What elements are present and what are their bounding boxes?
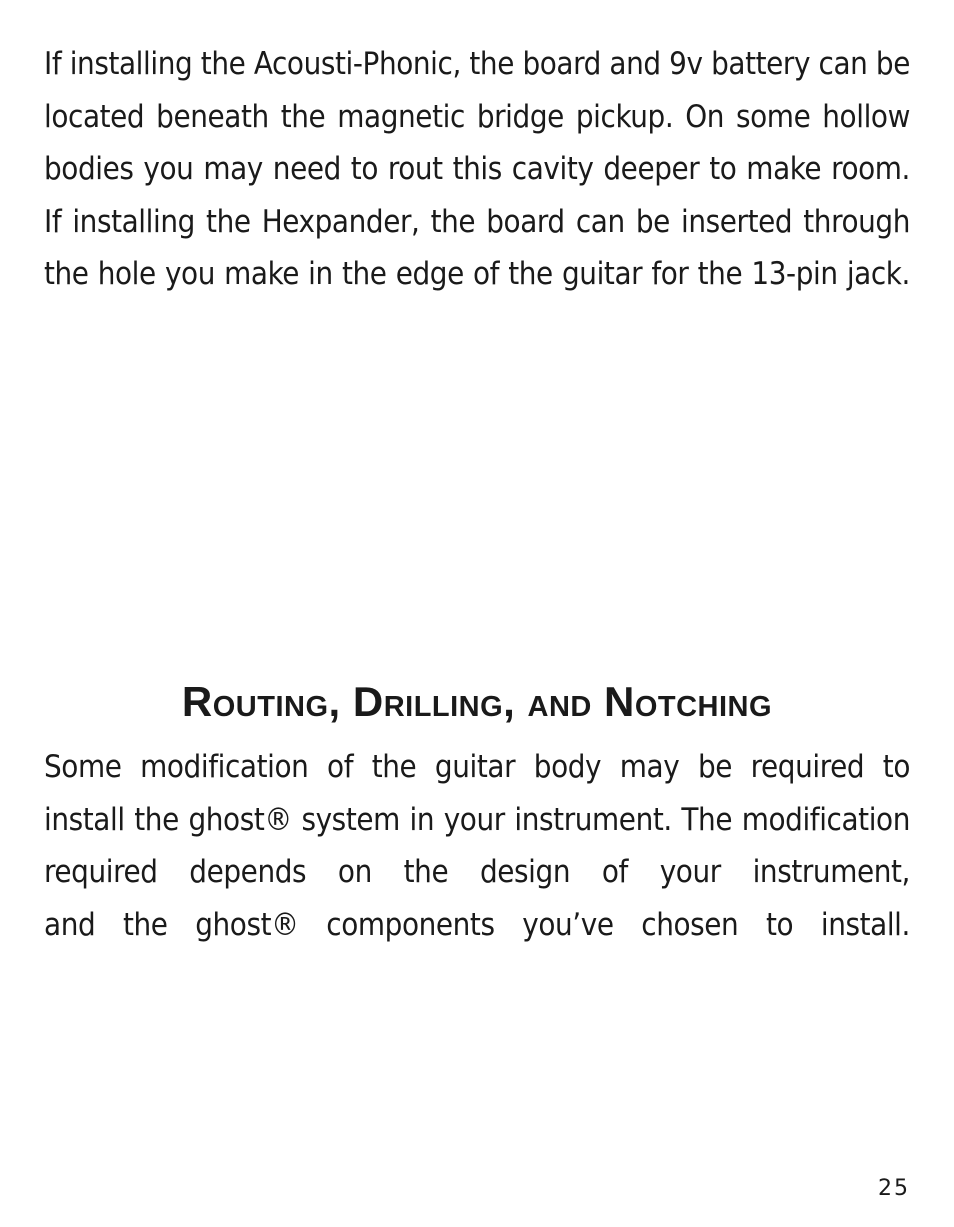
section-heading: Routing, Drilling, and Notching — [181, 678, 773, 725]
paragraph-line: located beneath the magnetic bridge pickup. On some hollow — [44, 98, 910, 135]
modification-paragraph — [44, 741, 910, 951]
paragraph-line: install the ghost® system in your instrument. The modification — [44, 801, 910, 838]
paragraph-line: If installing the Acousti-Phonic, the board and 9v battery can be — [44, 46, 910, 82]
paragraph-line: the hole you make in the edge of the guitar for the 13-pin jack. — [44, 256, 910, 293]
paragraph-line: Some modification of the guitar body may be required to — [44, 749, 910, 785]
paragraph-line: If installing the Hexpander, the board can be inserted through — [44, 203, 910, 240]
paragraph-line: required depends on the design of your instrument, — [44, 854, 910, 891]
page-number: 25 — [878, 1176, 910, 1201]
paragraph-line: bodies you may need to rout this cavity deeper to make room. — [44, 151, 910, 188]
paragraph-line: and the ghost® components you’ve chosen to install. — [44, 906, 910, 943]
intro-paragraph — [44, 38, 910, 301]
